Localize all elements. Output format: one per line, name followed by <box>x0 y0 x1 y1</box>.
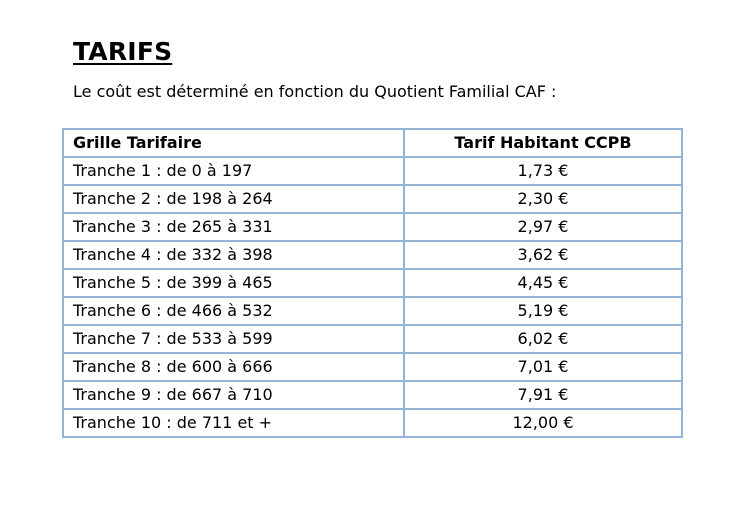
tarif-cell: 6,02 € <box>404 325 682 353</box>
table-row <box>63 325 682 353</box>
tranche-cell: Tranche 1 : de 0 à 197 <box>63 157 404 185</box>
tarif-cell: 1,73 € <box>404 157 682 185</box>
tarifs-table <box>62 128 683 438</box>
tranche-cell: Tranche 4 : de 332 à 398 <box>63 241 404 269</box>
table-row <box>63 269 682 297</box>
tarif-cell: 5,19 € <box>404 297 682 325</box>
tranche-cell: Tranche 3 : de 265 à 331 <box>63 213 404 241</box>
tarif-cell: 4,45 € <box>404 269 682 297</box>
table-row <box>63 353 682 381</box>
tranche-cell: Tranche 8 : de 600 à 666 <box>63 353 404 381</box>
tranche-cell: Tranche 7 : de 533 à 599 <box>63 325 404 353</box>
table-row <box>63 241 682 269</box>
tarif-cell: 7,01 € <box>404 353 682 381</box>
table-header-row <box>63 129 682 157</box>
tranche-cell: Tranche 9 : de 667 à 710 <box>63 381 404 409</box>
tranche-cell: Tranche 6 : de 466 à 532 <box>63 297 404 325</box>
tarif-cell: 3,62 € <box>404 241 682 269</box>
page-title: TARIFS <box>73 37 173 66</box>
tarif-cell: 2,97 € <box>404 213 682 241</box>
table-row <box>63 213 682 241</box>
tarif-cell: 7,91 € <box>404 381 682 409</box>
table-row <box>63 409 682 437</box>
page-subtitle: Le coût est déterminé en fonction du Quotient Familial CAF : <box>73 82 557 101</box>
table-row <box>63 297 682 325</box>
tarif-cell: 2,30 € <box>404 185 682 213</box>
tranche-cell: Tranche 2 : de 198 à 264 <box>63 185 404 213</box>
table-row <box>63 185 682 213</box>
table-row <box>63 157 682 185</box>
tranche-cell: Tranche 10 : de 711 et + <box>63 409 404 437</box>
table-row <box>63 381 682 409</box>
header-tarif-habitant: Tarif Habitant CCPB <box>404 129 682 157</box>
tranche-cell: Tranche 5 : de 399 à 465 <box>63 269 404 297</box>
tarif-cell: 12,00 € <box>404 409 682 437</box>
header-grille-tarifaire: Grille Tarifaire <box>63 129 404 157</box>
